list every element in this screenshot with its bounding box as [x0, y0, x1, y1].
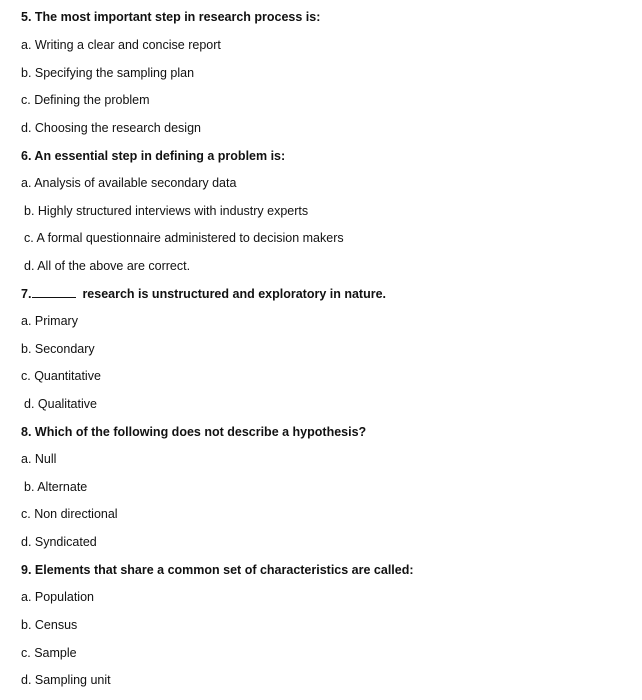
q7-option-d: d. Qualitative: [24, 397, 97, 411]
question-5: 5. The most important step in research process is:: [21, 10, 321, 24]
q8-option-d: d. Syndicated: [21, 535, 97, 549]
question-9: 9. Elements that share a common set of characteristics are called:: [21, 563, 414, 577]
q5-option-d: d. Choosing the research design: [21, 121, 201, 135]
question-7-number: 7.: [21, 287, 32, 301]
q8-option-b: b. Alternate: [24, 480, 88, 494]
q8-option-c: c. Non directional: [21, 507, 118, 521]
answer-blank: [32, 286, 76, 298]
q8-option-a: a. Null: [21, 452, 57, 466]
q6-option-a: a. Analysis of available secondary data: [21, 176, 237, 190]
q9-option-d: d. Sampling unit: [21, 673, 111, 687]
question-6: 6. An essential step in defining a problem is:: [21, 149, 286, 163]
q5-option-c: c. Defining the problem: [21, 93, 150, 107]
q9-option-b: b. Census: [21, 618, 78, 632]
q9-option-a: a. Population: [21, 590, 94, 604]
question-7: [21, 286, 386, 302]
q5-option-a: a. Writing a clear and concise report: [21, 38, 221, 52]
q9-option-c: c. Sample: [21, 646, 77, 660]
question-7-text: research is unstructured and exploratory in nature.: [82, 287, 386, 301]
q6-option-b: b. Highly structured interviews with industry experts: [24, 204, 309, 218]
q6-option-d: d. All of the above are correct.: [24, 259, 191, 273]
q6-option-c: c. A formal questionnaire administered to decision makers: [24, 231, 344, 245]
q7-option-a: a. Primary: [21, 314, 78, 328]
q7-option-c: c. Quantitative: [21, 369, 101, 383]
question-8: 8. Which of the following does not describe a hypothesis?: [21, 425, 367, 439]
q5-option-b: b. Specifying the sampling plan: [21, 66, 195, 80]
q7-option-b: b. Secondary: [21, 342, 95, 356]
